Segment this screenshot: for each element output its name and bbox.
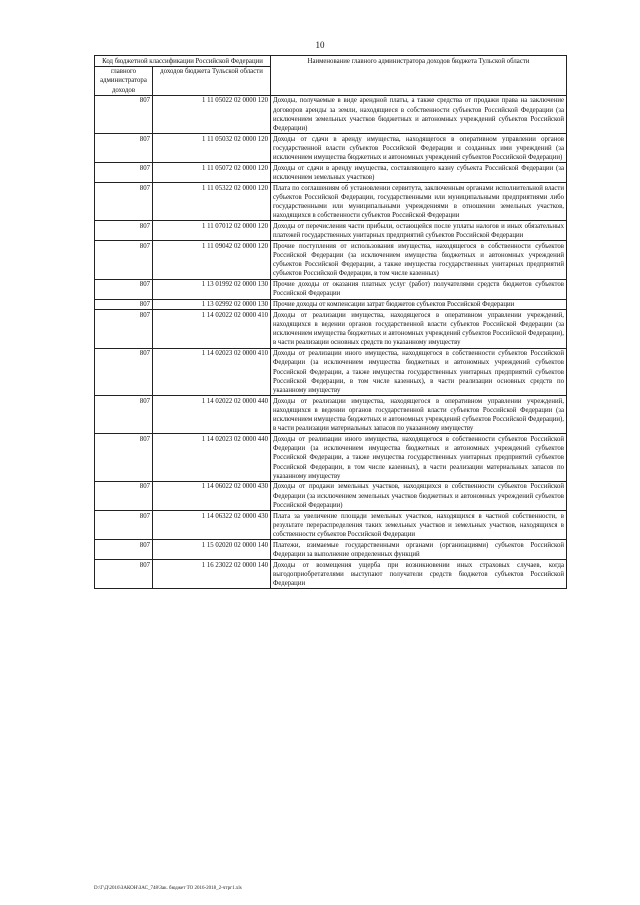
code-group-header: Код бюджетной классификации Российской Федерации — [95, 56, 271, 67]
description-cell: Доходы от возмещения ущерба при возникновении иных страховых случаев, когда выгодоприобретателями выступают получатели средств бюджетов субъектов Российской Федерации — [271, 560, 567, 589]
admin-code-cell: 807 — [95, 183, 153, 221]
budget-code-cell: 1 14 02023 02 0000 410 — [153, 348, 271, 396]
file-path-footer: D:\Г\Д\2016\ЗАКОН\ЗАС_748\Зак. бюджет ТО 2016-2018_2-чтрг1.xls — [94, 886, 242, 891]
table-row — [95, 560, 567, 589]
description-cell: Прочие поступления от использования имущества, находящегося в собственности субъектов Российской Федерации (за исключением имущества бюджетных и автономных учреждений субъектов Российской Федерации, а также имущества государственных унитарных предприятий субъектов Российской Федерации, в том числе казенных) — [271, 241, 567, 279]
budget-code-cell: 1 14 06022 02 0000 430 — [153, 481, 271, 510]
table-row — [95, 241, 567, 279]
page-number: 10 — [315, 40, 325, 50]
budget-code-cell: 1 13 02992 02 0000 130 — [153, 299, 271, 310]
admin-code-cell: 807 — [95, 434, 153, 482]
admin-code-cell: 807 — [95, 241, 153, 279]
table-body — [95, 95, 567, 588]
budget-code-cell: 1 14 02022 02 0000 410 — [153, 310, 271, 348]
description-cell: Доходы от реализации иного имущества, находящегося в собственности субъектов Российской Федерации (за исключением имущества бюджетных и автономных учреждений субъектов Российской Федерации, а также имущества государственных унитарных предприятий субъектов Российской Федерации, в том числе казенных), в части реализации материальных запасов по указанному имуществу — [271, 434, 567, 482]
admin-code-cell: 807 — [95, 134, 153, 163]
admin-code-cell: 807 — [95, 163, 153, 183]
admin-code-cell: 807 — [95, 540, 153, 560]
table-row — [95, 95, 567, 133]
table-row — [95, 434, 567, 482]
table-row — [95, 540, 567, 560]
budget-code-cell: 1 16 23022 02 0000 140 — [153, 560, 271, 589]
table-row — [95, 481, 567, 510]
table-row — [95, 299, 567, 310]
budget-code-cell: 1 14 02023 02 0000 440 — [153, 434, 271, 482]
description-cell: Платежи, взимаемые государственными органами (организациями) субъектов Российской Федерации за выполнение определенных функций — [271, 540, 567, 560]
description-cell: Доходы, получаемые в виде арендной платы, а также средства от продажи права на заключение договоров аренды за земли, находящиеся в собственности субъектов Российской Федерации (за исключением земельных участков бюджетных и автономных учреждений субъектов Российской Федерации) — [271, 95, 567, 133]
budget-code-cell: 1 11 05022 02 0000 120 — [153, 95, 271, 133]
admin-code-cell: 807 — [95, 511, 153, 540]
revenue-column-header: доходов бюджета Тульской области — [153, 66, 271, 95]
description-cell: Доходы от продажи земельных участков, находящихся в собственности субъектов Российской Федерации (за исключением земельных участков бюджетных и автономных учреждений субъектов Российской Федерации) — [271, 481, 567, 510]
name-column-header: Наименование главного администратора доходов бюджета Тульской области — [271, 56, 567, 96]
admin-code-cell: 807 — [95, 299, 153, 310]
budget-code-cell: 1 11 05032 02 0000 120 — [153, 134, 271, 163]
budget-classification-table — [94, 55, 567, 589]
table-row — [95, 310, 567, 348]
description-cell: Плата за увеличение площади земельных участков, находящихся в частной собственности, в результате перераспределения таких земельных участков и земельных участков, находящихся в собственности субъектов Российской Федерации — [271, 511, 567, 540]
budget-code-cell: 1 15 02020 02 0000 140 — [153, 540, 271, 560]
table-row — [95, 511, 567, 540]
admin-code-cell: 807 — [95, 221, 153, 241]
budget-code-cell: 1 11 05072 02 0000 120 — [153, 163, 271, 183]
budget-code-cell: 1 14 02022 02 0000 440 — [153, 396, 271, 434]
admin-code-cell: 807 — [95, 95, 153, 133]
description-cell: Прочие доходы от оказания платных услуг (работ) получателями средств бюджетов субъектов Российской Федерации — [271, 279, 567, 299]
table-row — [95, 183, 567, 221]
table-row — [95, 348, 567, 396]
admin-code-cell: 807 — [95, 481, 153, 510]
description-cell: Доходы от перечисления части прибыли, остающейся после уплаты налогов и иных обязательных платежей государственных унитарных предприятий субъектов Российской Федерации — [271, 221, 567, 241]
admin-code-cell: 807 — [95, 348, 153, 396]
admin-code-cell: 807 — [95, 310, 153, 348]
description-cell: Доходы от реализации иного имущества, находящегося в собственности субъектов Российской Федерации (за исключением имущества бюджетных и автономных учреждений субъектов Российской Федерации, а также имущества государственных унитарных предприятий субъектов Российской Федерации, в том числе казенных), в части реализации основных средств по указанному имуществу — [271, 348, 567, 396]
table-row — [95, 396, 567, 434]
header-row-top — [95, 56, 567, 67]
admin-code-cell: 807 — [95, 279, 153, 299]
admin-code-cell: 807 — [95, 396, 153, 434]
description-cell: Прочие доходы от компенсации затрат бюджетов субъектов Российской Федерации — [271, 299, 567, 310]
budget-code-cell: 1 11 05322 02 0000 120 — [153, 183, 271, 221]
admin-code-cell: 807 — [95, 560, 153, 589]
description-cell: Доходы от реализации имущества, находящегося в оперативном управлении учреждений, находящихся в ведении органов государственной власти субъектов Российской Федерации (за исключением имущества бюджетных и автономных учреждений субъектов Российской Федерации), в части реализации основных средств по указанному имуществу — [271, 310, 567, 348]
description-cell: Доходы от сдачи в аренду имущества, составляющего казну субъекта Российской Федерации (за исключением земельных участков) — [271, 163, 567, 183]
description-cell: Доходы от реализации имущества, находящегося в оперативном управлении учреждений, находящихся в ведении органов государственной власти субъектов Российской Федерации (за исключением имущества бюджетных и автономных учреждений субъектов Российской Федерации), в части реализации материальных запасов по указанному имуществу — [271, 396, 567, 434]
table-row — [95, 134, 567, 163]
description-cell: Плата по соглашениям об установлении сервитута, заключенным органами исполнительной власти субъектов Российской Федерации, государственными или муниципальными предприятиями либо государственными или муниципальными учреждениями в отношении земельных участков, находящихся в собственности субъектов Российской Федерации — [271, 183, 567, 221]
budget-code-cell: 1 13 01992 02 0000 130 — [153, 279, 271, 299]
budget-code-cell: 1 14 06322 02 0000 430 — [153, 511, 271, 540]
budget-code-cell: 1 11 07012 02 0000 120 — [153, 221, 271, 241]
table-row — [95, 279, 567, 299]
table-row — [95, 163, 567, 183]
budget-code-cell: 1 11 09042 02 0000 120 — [153, 241, 271, 279]
admin-column-header: главного администратора доходов — [95, 66, 153, 95]
table-row — [95, 221, 567, 241]
description-cell: Доходы от сдачи в аренду имущества, находящегося в оперативном управлении органов государственной власти субъектов Российской Федерации и созданных ими учреждений (за исключением имущества бюджетных и автономных учреждений субъектов Российской Федерации) — [271, 134, 567, 163]
